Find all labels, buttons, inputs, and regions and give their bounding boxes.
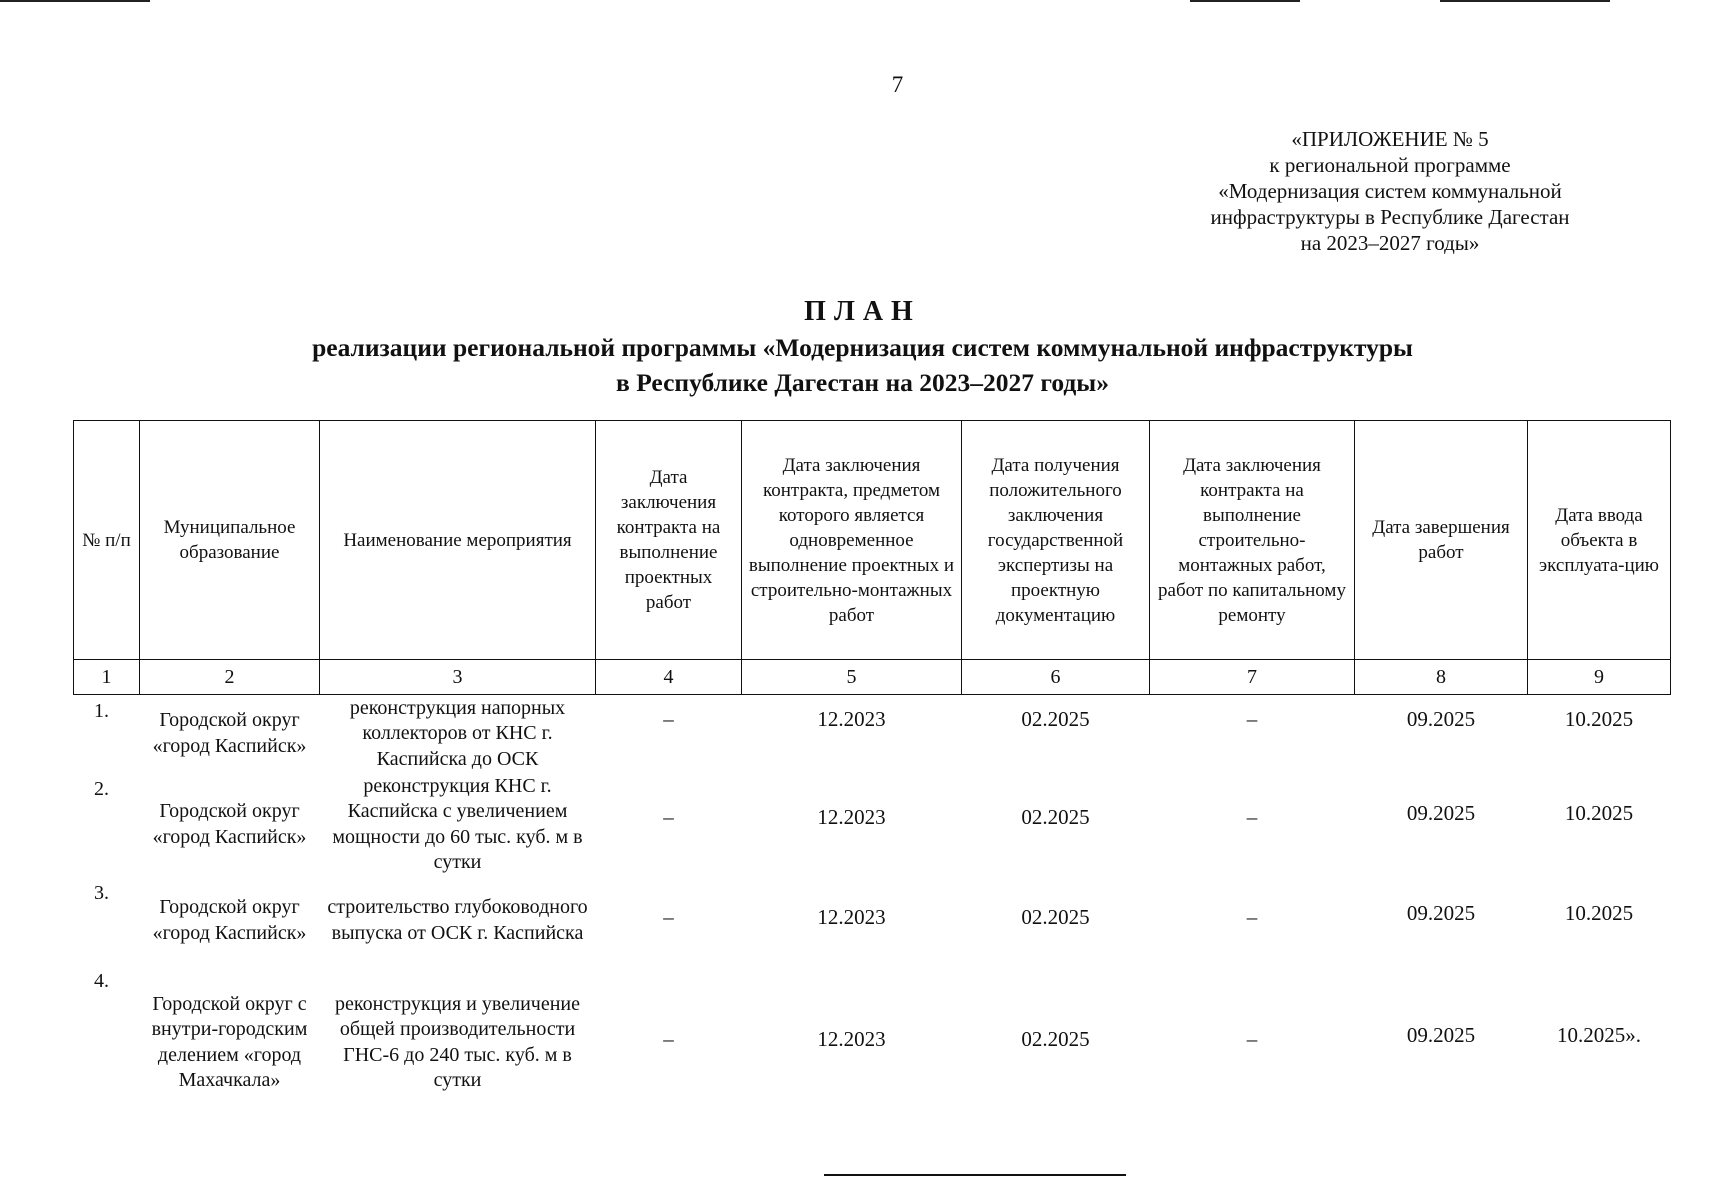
row-expertise-date: 02.2025 bbox=[1021, 707, 1090, 731]
scan-artifact-line bbox=[1190, 0, 1300, 2]
row-completion-date: 09.2025 bbox=[1406, 900, 1476, 925]
row-combined-contract-date: 12.2023 bbox=[817, 904, 886, 929]
row-municipality: Городской округ «город Каспийск» bbox=[152, 800, 307, 848]
row-completion-date: 09.2025 bbox=[1406, 1022, 1476, 1047]
row-commissioning-date: 10.2025 bbox=[1564, 900, 1634, 925]
row-expertise-date: 02.2025 bbox=[1021, 804, 1090, 829]
appendix-line: «Модернизация систем коммунальной bbox=[1218, 179, 1562, 203]
header-number: № п/п bbox=[74, 421, 140, 660]
row-design-contract-date: – bbox=[663, 707, 674, 731]
row-combined-contract-date: 12.2023 bbox=[817, 1026, 886, 1051]
row-number: 2. bbox=[94, 777, 109, 800]
plan-subtitle bbox=[0, 330, 1725, 400]
column-number: 2 bbox=[140, 660, 320, 695]
header-construction-contract-date: Дата заключения контракта на выполнение строительно-монтажных работ, работ по капитальному ремонту bbox=[1150, 421, 1355, 660]
row-measure: реконструкция напорных коллекторов от КНС г. Каспийска до ОСК bbox=[349, 696, 566, 770]
row-construction-contract-date: – bbox=[1246, 1026, 1258, 1051]
row-design-contract-date: – bbox=[663, 904, 674, 929]
column-number: 1 bbox=[74, 660, 140, 695]
table-row bbox=[74, 965, 1671, 1121]
header-design-contract-date: Дата заключения контракта на выполнение проектных работ bbox=[596, 421, 742, 660]
header-commissioning-date: Дата ввода объекта в эксплуата-цию bbox=[1528, 421, 1671, 660]
row-expertise-date: 02.2025 bbox=[1021, 1026, 1090, 1051]
scan-artifact-line bbox=[0, 0, 150, 2]
column-number: 5 bbox=[742, 660, 962, 695]
column-number: 6 bbox=[962, 660, 1150, 695]
row-number: 4. bbox=[94, 969, 109, 992]
row-expertise-date: 02.2025 bbox=[1021, 904, 1090, 929]
row-completion-date: 09.2025 bbox=[1406, 800, 1476, 825]
row-commissioning-date: 10.2025». bbox=[1557, 1022, 1641, 1047]
row-construction-contract-date: – bbox=[1246, 904, 1258, 929]
column-number: 7 bbox=[1150, 660, 1355, 695]
header-expertise-date: Дата получения положительного заключения государственной экспертизы на проектную документацию bbox=[962, 421, 1150, 660]
row-commissioning-date: 10.2025 bbox=[1564, 800, 1634, 825]
appendix-note bbox=[1140, 126, 1640, 256]
column-number-row bbox=[74, 660, 1671, 695]
row-measure: реконструкция и увеличение общей производительности ГНС-6 до 240 тыс. куб. м в сутки bbox=[334, 992, 580, 1091]
column-number: 4 bbox=[596, 660, 742, 695]
appendix-line: к региональной программе bbox=[1269, 153, 1511, 177]
table-row bbox=[74, 695, 1671, 773]
row-municipality: Городской округ «город Каспийск» bbox=[152, 709, 307, 757]
appendix-line: инфраструктуры в Республике Дагестан bbox=[1210, 205, 1570, 229]
row-design-contract-date: – bbox=[663, 1026, 674, 1051]
plan-title: ПЛАН bbox=[804, 296, 921, 327]
column-number: 9 bbox=[1528, 660, 1671, 695]
footnote-divider bbox=[824, 1174, 1126, 1176]
row-construction-contract-date: – bbox=[1246, 707, 1258, 731]
header-measure: Наименование мероприятия bbox=[320, 421, 596, 660]
appendix-line: на 2023–2027 годы» bbox=[1300, 231, 1480, 255]
header-completion-date: Дата завершения работ bbox=[1355, 421, 1528, 660]
header-combined-contract-date: Дата заключения контракта, предметом которого является одновременное выполнение проектных и строительно-монтажных работ bbox=[742, 421, 962, 660]
row-measure: строительство глубоководного выпуска от ОСК г. Каспийска bbox=[327, 896, 588, 944]
row-commissioning-date: 10.2025 bbox=[1564, 707, 1634, 731]
row-municipality: Городской округ с внутри-городским делением «город Махачкала» bbox=[151, 992, 308, 1091]
row-combined-contract-date: 12.2023 bbox=[817, 707, 886, 731]
page-number: 7 bbox=[891, 72, 904, 97]
scan-artifact-line bbox=[1440, 0, 1610, 2]
table-row bbox=[74, 773, 1671, 877]
row-construction-contract-date: – bbox=[1246, 804, 1258, 829]
row-completion-date: 09.2025 bbox=[1406, 707, 1476, 731]
appendix-line: «ПРИЛОЖЕНИЕ № 5 bbox=[1291, 127, 1489, 151]
table-row bbox=[74, 877, 1671, 965]
plan-subtitle-line: в Республике Дагестан на 2023–2027 годы» bbox=[616, 368, 1109, 397]
row-combined-contract-date: 12.2023 bbox=[817, 804, 886, 829]
row-number: 3. bbox=[94, 881, 109, 904]
plan-table bbox=[73, 420, 1671, 1121]
header-municipality: Муниципальное образование bbox=[140, 421, 320, 660]
row-number: 1. bbox=[94, 700, 109, 722]
row-municipality: Городской округ «город Каспийск» bbox=[152, 896, 307, 944]
table-header-row bbox=[74, 421, 1671, 660]
row-design-contract-date: – bbox=[663, 804, 674, 829]
row-measure: реконструкция КНС г. Каспийска с увеличением мощности до 60 тыс. куб. м в сутки bbox=[332, 774, 583, 873]
column-number: 8 bbox=[1355, 660, 1528, 695]
plan-subtitle-line: реализации региональной программы «Модернизация систем коммунальной инфраструктуры bbox=[312, 333, 1413, 362]
column-number: 3 bbox=[320, 660, 596, 695]
